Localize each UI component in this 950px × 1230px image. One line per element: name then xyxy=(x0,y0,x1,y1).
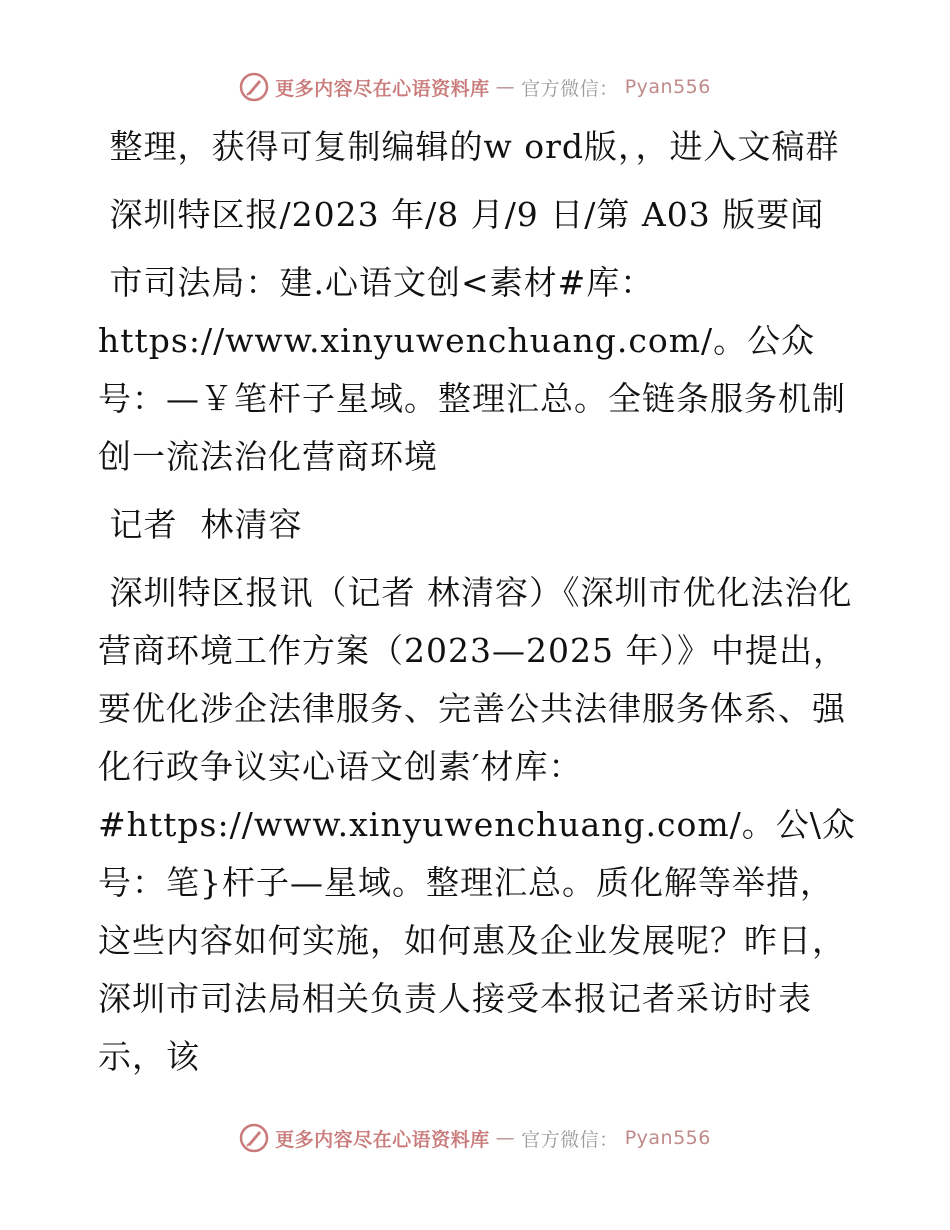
header-watermark xyxy=(0,72,950,102)
footer-watermark xyxy=(0,1123,950,1153)
watermark-dash: — xyxy=(495,76,516,98)
watermark-dash: — xyxy=(495,1127,516,1149)
feather-pen-logo-icon xyxy=(239,72,269,102)
watermark-wechat-id: Pyan556 xyxy=(624,76,711,98)
paragraph-headline: 市司法局：建.心语文创<素材#库：https://www.xinyuwenchuang.com/。公众号：—￥笔杆子星域。整理汇总。全链条服务机制 创一流法治化营商环境 xyxy=(98,263,869,476)
paragraph-byline: 记者 林清容 xyxy=(98,505,303,544)
watermark-main-text: 更多内容尽在心语资料库 xyxy=(275,77,490,100)
paragraph-intro: 整理，获得可复制编辑的w ord版，，进入文稿群 xyxy=(98,127,840,166)
feather-pen-logo-icon xyxy=(239,1123,269,1153)
watermark-wechat-id: Pyan556 xyxy=(624,1127,711,1149)
watermark-wechat-label: 官方微信： xyxy=(521,1128,619,1151)
watermark-wechat-label: 官方微信： xyxy=(521,77,619,100)
document-body xyxy=(98,118,869,1086)
paragraph-body: 深圳特区报讯（记者 林清容）《深圳市优化法治化营商环境工作方案（2023—2025 年）》中提出，要优化涉企法律服务、完善公共法律服务体系、强化行政争议实心语文创素′材库：#https://www.xinyuwenchuang.com/。公\众号：笔}杆子—星域。整理汇总。质化解等举措，这些内容如何实施，如何惠及企业发展呢？昨日，深圳市司法局相关负责人接受本报记者采访时表示，该 xyxy=(98,573,856,1076)
paragraph-source-line: 深圳特区报/2023 年/8 月/9 日/第 A03 版要闻 xyxy=(98,195,825,234)
watermark-main-text: 更多内容尽在心语资料库 xyxy=(275,1128,490,1151)
